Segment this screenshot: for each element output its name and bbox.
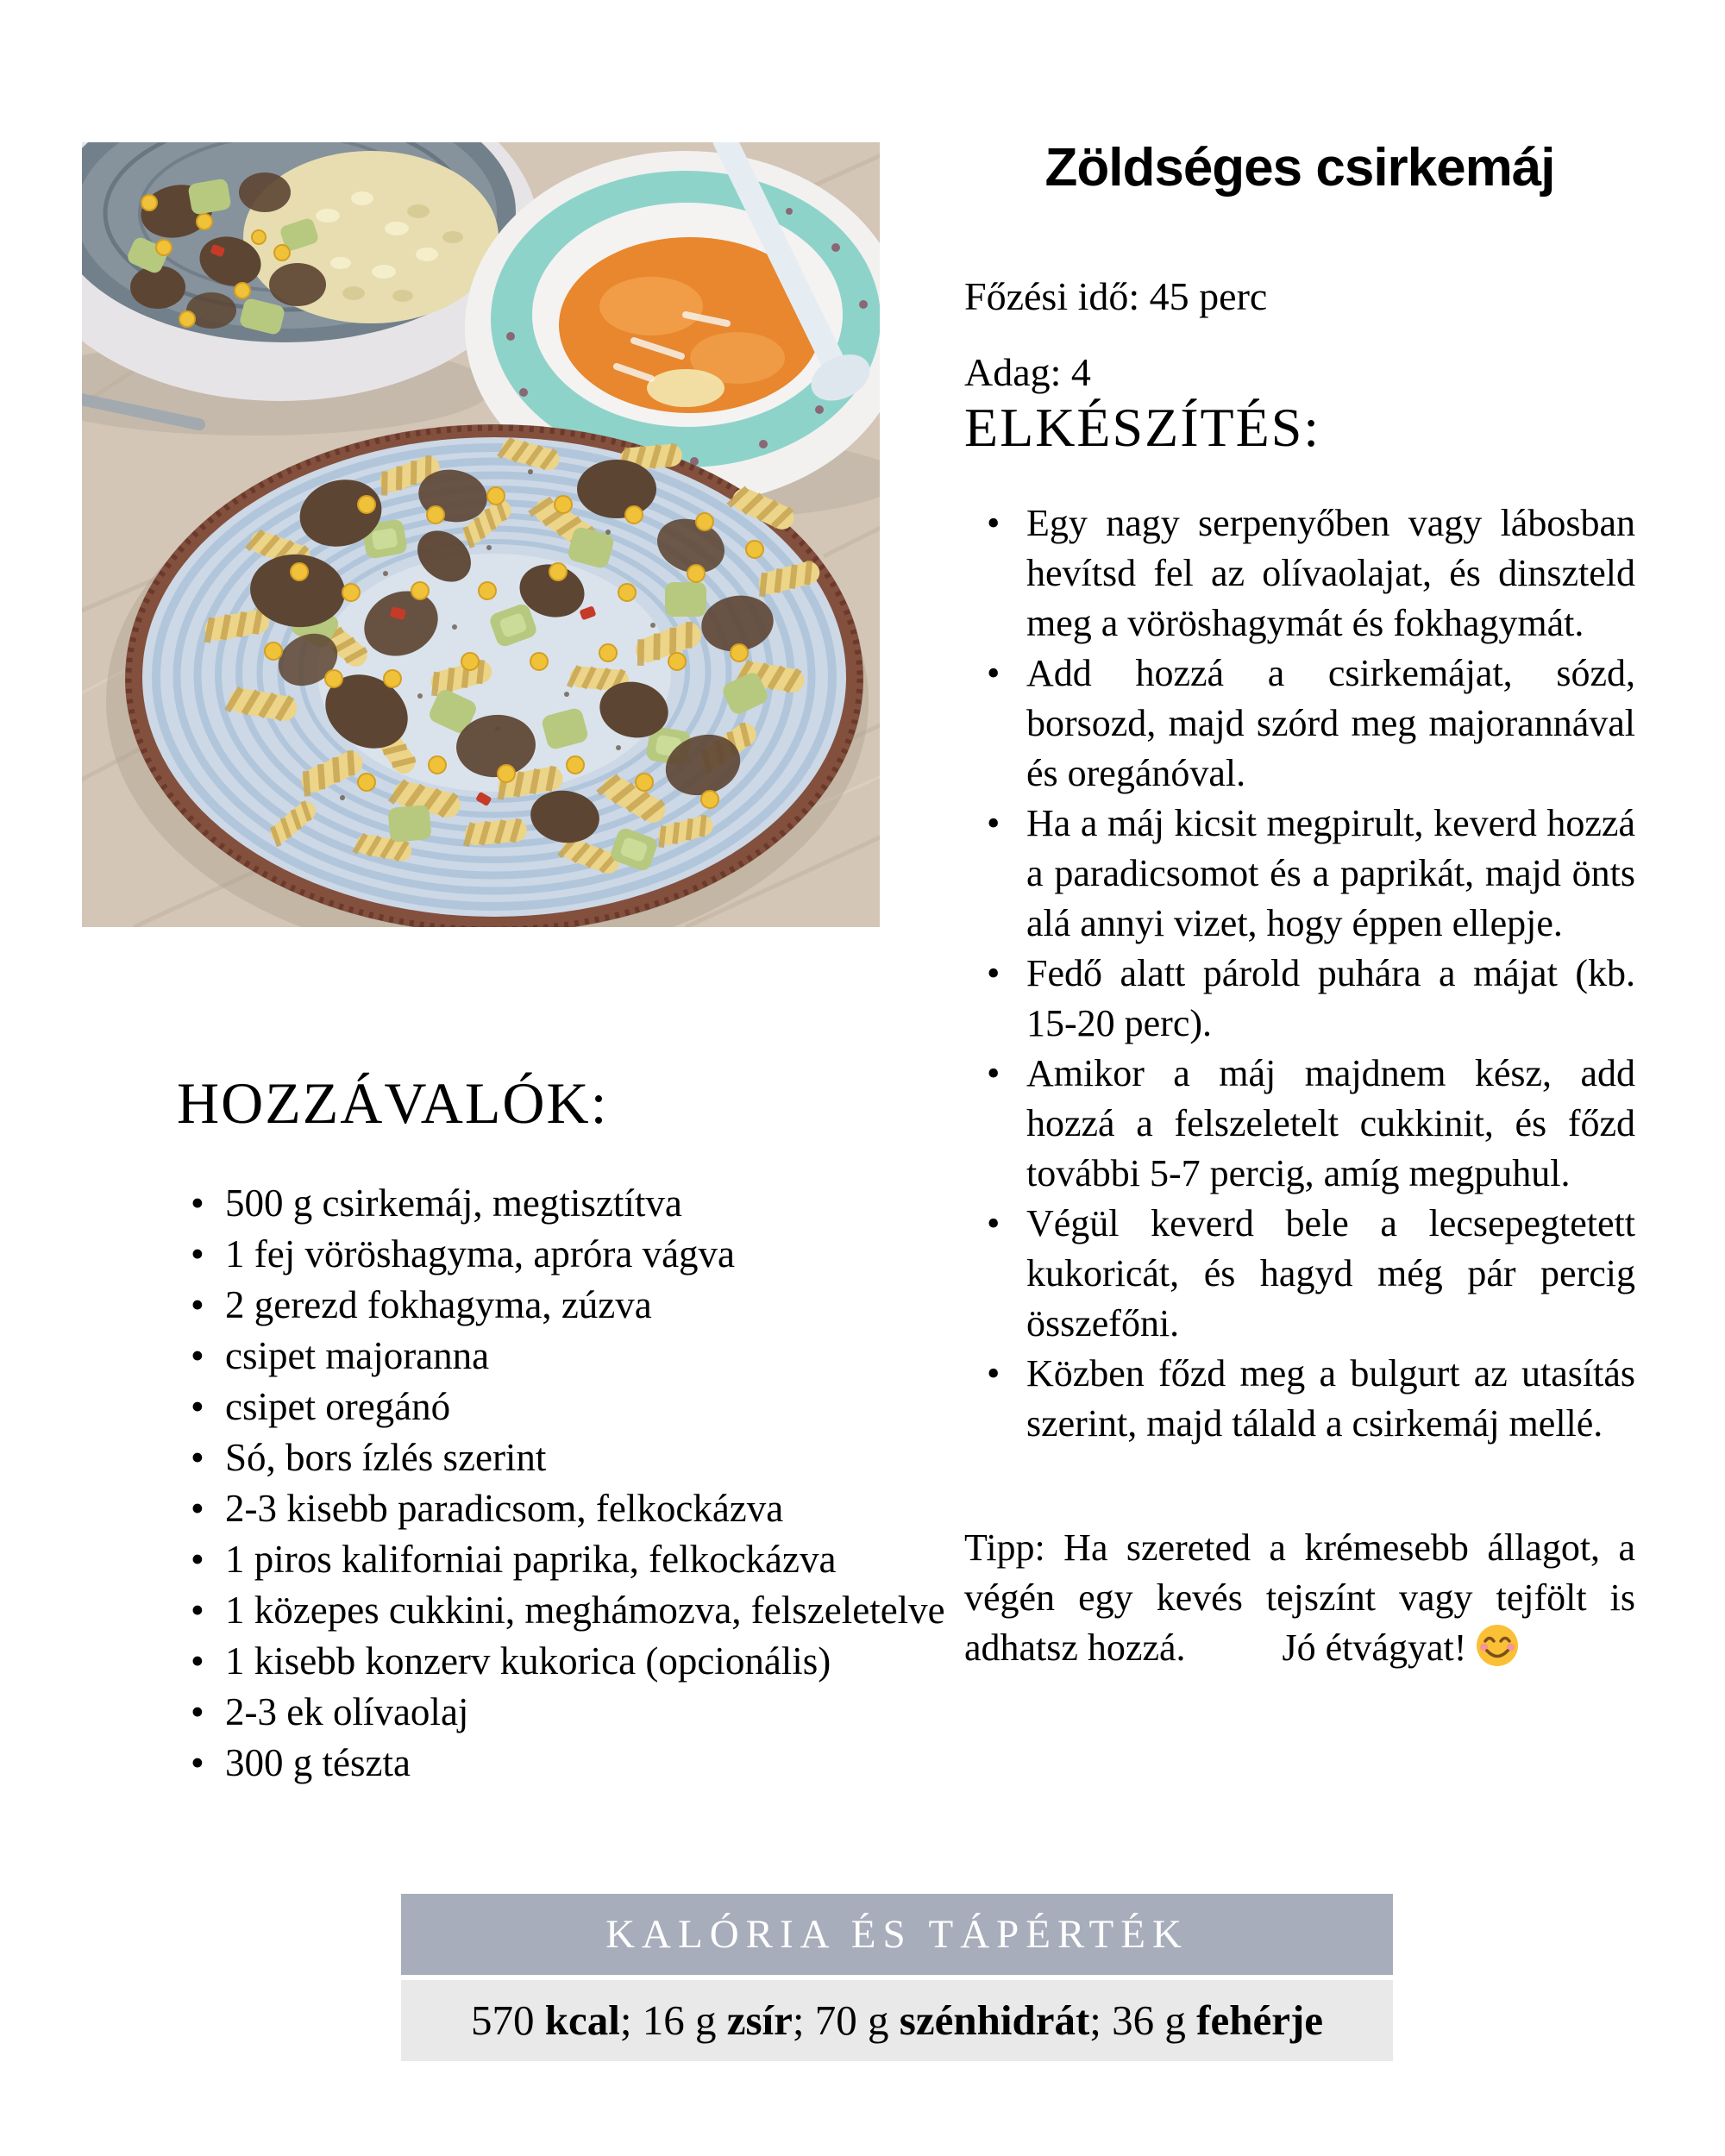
- nutrition-segment: kcal: [544, 1996, 620, 2044]
- ingredients-list: [177, 1178, 945, 1789]
- recipe-photo: [82, 142, 880, 927]
- nutrition-segment: zsír: [726, 1996, 793, 2044]
- servings: Adag: 4: [964, 350, 1091, 394]
- preparation-steps: [964, 498, 1635, 1449]
- ingredient-item: • csipet oregánó: [225, 1382, 936, 1432]
- smiling-emoji-icon: [1475, 1623, 1520, 1668]
- ingredient-item: • 2 gerezd fokhagyma, zúzva: [225, 1280, 936, 1331]
- nutrition-values: [401, 1980, 1393, 2061]
- recipe-photo-illustration: [82, 142, 880, 927]
- tip-closing: Jó étvágyat!: [1282, 1626, 1467, 1669]
- page-title: Zöldséges csirkemáj: [1044, 138, 1555, 197]
- nutrition-banner: [401, 1894, 1393, 2061]
- nutrition-segment: szénhidrát: [899, 1996, 1090, 2044]
- ingredient-item: • 1 közepes cukkini, meghámozva, felszeletelve: [225, 1585, 936, 1636]
- tip-text: Tipp: Ha szereted a krémesebb állagot, a végén egy kevés tejszínt vagy tejfölt is adhatsz hozzá.: [964, 1526, 1635, 1669]
- ingredient-item: • 300 g tészta: [225, 1738, 936, 1789]
- prep-step: • Ha a máj kicsit megpirult, keverd hozzá a paradicsomot és a paprikát, majd önts alá annyi vizet, hogy éppen ellepje.: [1026, 799, 1635, 949]
- recipe-text-column: [964, 136, 1635, 1673]
- ingredient-item: • 1 fej vöröshagyma, apróra vágva: [225, 1229, 936, 1280]
- nutrition-segment: ; 70 g: [792, 1996, 900, 2044]
- prep-step: • Végül keverd bele a lecsepegtetett kukoricát, és hagyd még pár percig összefőni.: [1026, 1199, 1635, 1349]
- ingredient-item: • 2-3 kisebb paradicsom, felkockázva: [225, 1483, 936, 1534]
- prep-step: • Amikor a máj majdnem kész, add hozzá a felszeletelt cukkinit, és főzd további 5-7 percig, amíg megpuhul.: [1026, 1049, 1635, 1199]
- ingredient-item: • 1 piros kaliforniai paprika, felkockázva: [225, 1534, 936, 1585]
- ingredient-item: • csipet majoranna: [225, 1331, 936, 1382]
- prep-step: • Egy nagy serpenyőben vagy lábosban hevítsd fel az olívaolajat, és dinszteld meg a vöröshagymát és fokhagymát.: [1026, 498, 1635, 649]
- preparation-heading: ELKÉSZÍTÉS:: [964, 397, 1321, 458]
- nutrition-segment: 570: [470, 1996, 545, 2044]
- nutrition-segment: ; 16 g: [619, 1996, 727, 2044]
- nutrition-segment: ; 36 g: [1089, 1996, 1197, 2044]
- prep-step: • Közben főzd meg a bulgurt az utasítás szerint, majd tálald a csirkemáj mellé.: [1026, 1349, 1635, 1449]
- ingredient-item: • 500 g csirkemáj, megtisztítva: [225, 1178, 936, 1229]
- nutrition-banner-title: KALÓRIA ÉS TÁPÉRTÉK: [401, 1894, 1393, 1975]
- prep-step: • Fedő alatt párold puhára a májat (kb. 15-20 perc).: [1026, 949, 1635, 1049]
- ingredient-item: • Só, bors ízlés szerint: [225, 1432, 936, 1483]
- ingredient-item: • 2-3 ek olívaolaj: [225, 1687, 936, 1738]
- ingredients-section: [177, 1068, 945, 1789]
- ingredient-item: • 1 kisebb konzerv kukorica (opcionális): [225, 1636, 936, 1687]
- nutrition-segment: fehérje: [1196, 1996, 1324, 2044]
- cook-time: Főzési idő: 45 perc: [964, 274, 1268, 318]
- tip-paragraph: [964, 1523, 1635, 1673]
- prep-step: • Add hozzá a csirkemájat, sózd, borsozd, majd szórd meg majorannával és oregánóval.: [1026, 649, 1635, 799]
- ingredients-heading: HOZZÁVALÓK:: [177, 1070, 609, 1136]
